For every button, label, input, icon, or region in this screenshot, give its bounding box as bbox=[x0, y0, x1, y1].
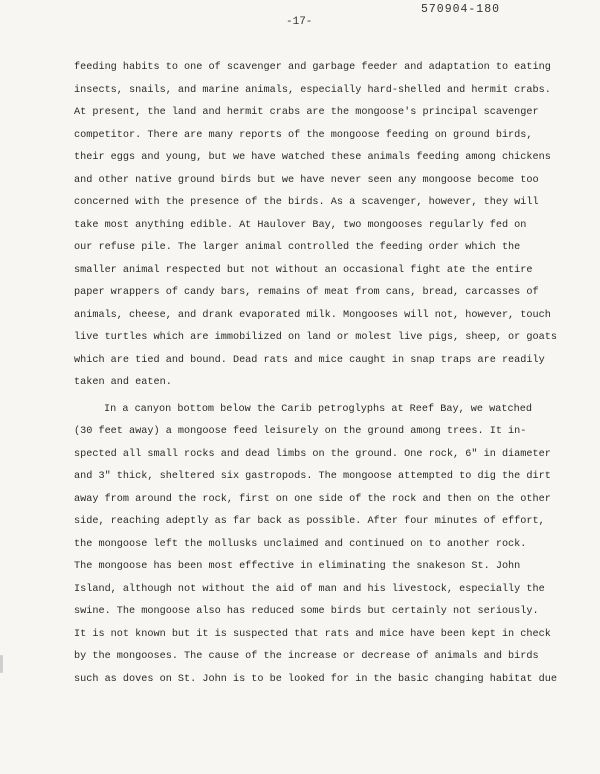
text-line: and other native ground birds but we have never seen any mongoose become too bbox=[74, 174, 539, 186]
text-line: feeding habits to one of scavenger and garbage feeder and adaptation to eating bbox=[74, 62, 551, 73]
text-line: our refuse pile. The larger animal controlled the feeding order which the bbox=[74, 242, 521, 253]
text-line: animals, cheese, and drank evaporated milk. Mongooses will not, however, touch bbox=[74, 309, 551, 321]
text-line: (30 feet away) a mongoose feed leisurely on the ground among trees. It in- bbox=[74, 426, 527, 437]
text-line: At present, the land and hermit crabs are the mongoose's principal scavenger bbox=[74, 107, 539, 118]
text-line: insects, snails, and marine animals, especially hard-shelled and hermit crabs. bbox=[74, 84, 551, 96]
text-line: In a canyon bottom below the Carib petroglyphs at Reef Bay, we watched bbox=[104, 403, 532, 415]
text-line: and 3" thick, sheltered six gastropods. The mongoose attempted to dig the dirt bbox=[74, 471, 551, 482]
text-line: spected all small rocks and dead limbs on the ground. One rock, 6" in diameter bbox=[74, 448, 551, 460]
text-line: smaller animal respected but not without an occasional fight ate the entire bbox=[74, 264, 533, 276]
text-line: side, reaching adeptly as far back as possible. After four minutes of effort, bbox=[74, 516, 545, 527]
text-line: such as doves on St. John is to be looked for in the basic changing habitat due bbox=[74, 673, 557, 685]
text-line: live turtles which are immobilized on land or molest live pigs, sheep, or goats bbox=[74, 332, 557, 343]
text-line: It is not known but it is suspected that rats and mice have been kept in check bbox=[74, 628, 551, 640]
text-line: by the mongooses. The cause of the increase or decrease of animals and birds bbox=[74, 651, 539, 662]
text-line: Island, although not without the aid of man and his livestock, especially the bbox=[74, 583, 545, 595]
text-line: away from around the rock, first on one side of the rock and then on the other bbox=[74, 493, 551, 505]
text-line: the mongoose left the mollusks unclaimed and continued on to another rock. bbox=[74, 538, 527, 550]
text-line: taken and eaten. bbox=[74, 377, 172, 388]
text-line: swine. The mongoose also has reduced some birds but certainly not seriously. bbox=[74, 606, 539, 617]
text-line: paper wrappers of candy bars, remains of meat from cans, bread, carcasses of bbox=[74, 287, 539, 298]
page-number: -17- bbox=[286, 16, 313, 28]
document-id-stamp: 570904-180 bbox=[421, 3, 501, 16]
text-line: their eggs and young, but we have watched these animals feeding among chickens bbox=[74, 152, 551, 163]
text-line: which are tied and bound. Dead rats and mice caught in snap traps are readily bbox=[74, 354, 545, 366]
text-line: take most anything edible. At Haulover Bay, two mongooses regularly fed on bbox=[74, 219, 527, 231]
margin-mark bbox=[0, 655, 3, 673]
body-text bbox=[74, 57, 557, 691]
text-line: competitor. There are many reports of the mongoose feeding on ground birds, bbox=[74, 129, 533, 141]
text-line: concerned with the presence of the birds. As a scavenger, however, they will bbox=[74, 197, 539, 208]
text-line: The mongoose has been most effective in eliminating the snakeson St. John bbox=[74, 561, 521, 572]
